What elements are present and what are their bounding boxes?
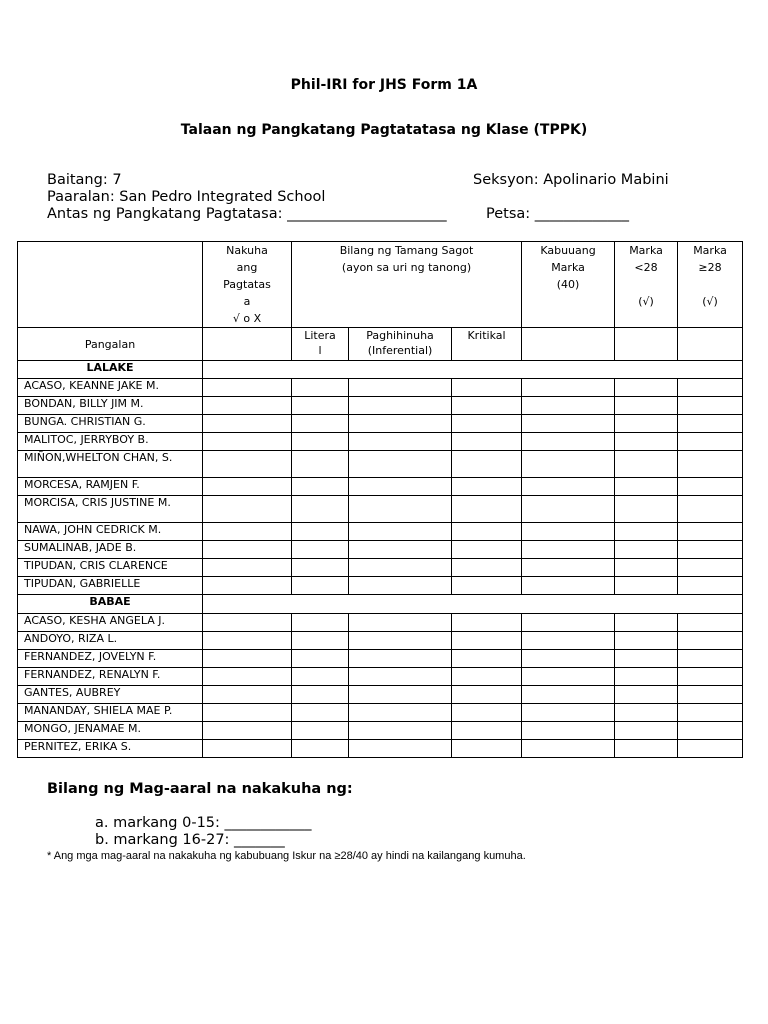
score-cell[interactable]: [292, 668, 349, 686]
student-name: PERNITEZ, ERIKA S.: [18, 740, 203, 758]
score-cell[interactable]: [615, 541, 678, 559]
score-cell[interactable]: [292, 379, 349, 397]
table-row: [18, 415, 743, 433]
score-cell[interactable]: [292, 523, 349, 541]
student-name: SUMALINAB, JADE B.: [18, 541, 203, 559]
student-name: GANTES, AUBREY: [18, 686, 203, 704]
score-cell[interactable]: [203, 614, 292, 632]
section-blank-cell: [203, 595, 743, 614]
score-cell[interactable]: [203, 722, 292, 740]
table-row: [18, 632, 743, 650]
class-assessment-table: [17, 241, 743, 758]
score-cell[interactable]: [522, 397, 615, 415]
score-cell[interactable]: [292, 541, 349, 559]
score-cell[interactable]: [678, 496, 743, 523]
score-cell[interactable]: [203, 496, 292, 523]
score-cell[interactable]: [615, 614, 678, 632]
score-cell[interactable]: [349, 496, 452, 523]
score-cell[interactable]: [678, 397, 743, 415]
score-cell[interactable]: [452, 397, 522, 415]
score-cell[interactable]: [452, 632, 522, 650]
score-cell[interactable]: [522, 379, 615, 397]
score-cell[interactable]: [452, 433, 522, 451]
table-row: [18, 722, 743, 740]
score-cell[interactable]: [522, 559, 615, 577]
score-cell[interactable]: [615, 523, 678, 541]
section-lalake: LALAKE: [18, 361, 203, 379]
table-row: [18, 614, 743, 632]
score-cell[interactable]: [203, 650, 292, 668]
table-row: [18, 740, 743, 758]
score-cell[interactable]: [292, 559, 349, 577]
score-cell[interactable]: [452, 704, 522, 722]
table-row: [18, 433, 743, 451]
score-cell[interactable]: [292, 451, 349, 478]
score-cell[interactable]: [678, 541, 743, 559]
score-cell[interactable]: [452, 722, 522, 740]
score-cell[interactable]: [292, 415, 349, 433]
blank-header-cell: [522, 328, 615, 361]
score-cell[interactable]: [292, 704, 349, 722]
score-cell[interactable]: [349, 577, 452, 595]
student-name: BONDAN, BILLY JIM M.: [18, 397, 203, 415]
blank-header-cell: [678, 328, 743, 361]
student-name: NAWA, JOHN CEDRICK M.: [18, 523, 203, 541]
score-cell[interactable]: [615, 478, 678, 496]
score-cell[interactable]: [349, 433, 452, 451]
score-cell[interactable]: [678, 740, 743, 758]
score-cell[interactable]: [203, 397, 292, 415]
score-cell[interactable]: [203, 686, 292, 704]
score-cell[interactable]: [203, 740, 292, 758]
student-name: FERNANDEZ, RENALYN F.: [18, 668, 203, 686]
score-cell[interactable]: [452, 668, 522, 686]
score-cell[interactable]: [292, 686, 349, 704]
score-cell[interactable]: [678, 451, 743, 478]
score-cell[interactable]: [349, 614, 452, 632]
table-row: [18, 541, 743, 559]
student-name: TIPUDAN, CRIS CLARENCE: [18, 559, 203, 577]
score-cell[interactable]: [678, 722, 743, 740]
score-cell[interactable]: [292, 722, 349, 740]
score-cell[interactable]: [522, 632, 615, 650]
score-cell[interactable]: [615, 704, 678, 722]
score-cell[interactable]: [349, 632, 452, 650]
header-bilang-tamang-sagot: Bilang ng Tamang Sagot (ayon sa uri ng tanong): [292, 242, 522, 328]
score-cell[interactable]: [615, 577, 678, 595]
section-blank-cell: [203, 361, 743, 379]
score-cell[interactable]: [615, 650, 678, 668]
score-cell[interactable]: [678, 433, 743, 451]
score-cell[interactable]: [678, 478, 743, 496]
seksyon-field: Seksyon: Apolinario Mabini: [473, 172, 669, 188]
score-cell[interactable]: [292, 740, 349, 758]
score-cell[interactable]: [678, 614, 743, 632]
score-cell[interactable]: [615, 379, 678, 397]
score-cell[interactable]: [452, 451, 522, 478]
score-cell[interactable]: [292, 577, 349, 595]
score-cell[interactable]: [349, 686, 452, 704]
blank-header-cell: [203, 328, 292, 361]
blank-header-cell: [18, 242, 203, 328]
student-name: FERNANDEZ, JOVELYN F.: [18, 650, 203, 668]
student-name: MIÑON,WHELTON CHAN, S.: [18, 451, 203, 478]
score-cell[interactable]: [203, 668, 292, 686]
score-cell[interactable]: [203, 451, 292, 478]
score-cell[interactable]: [203, 415, 292, 433]
header-nakuha: Nakuha ang Pagtatas a √ o X: [203, 242, 292, 328]
table-row: [18, 379, 743, 397]
score-cell[interactable]: [349, 478, 452, 496]
score-cell[interactable]: [203, 632, 292, 650]
score-cell[interactable]: [615, 415, 678, 433]
score-cell[interactable]: [203, 523, 292, 541]
score-cell[interactable]: [615, 559, 678, 577]
score-cell[interactable]: [349, 415, 452, 433]
student-name: MONGO, JENAMAE M.: [18, 722, 203, 740]
score-cell[interactable]: [349, 740, 452, 758]
score-cell[interactable]: [452, 650, 522, 668]
score-cell[interactable]: [522, 415, 615, 433]
score-cell[interactable]: [678, 650, 743, 668]
score-cell[interactable]: [522, 614, 615, 632]
student-name: MORCESA, RAMJEN F.: [18, 478, 203, 496]
student-name: MORCISA, CRIS JUSTINE M.: [18, 496, 203, 523]
section-babae: BABAE: [18, 595, 203, 614]
score-cell[interactable]: [292, 397, 349, 415]
score-cell[interactable]: [292, 650, 349, 668]
header-kabuuang-marka: Kabuuang Marka (40): [522, 242, 615, 328]
score-cell[interactable]: [615, 632, 678, 650]
score-cell[interactable]: [452, 577, 522, 595]
score-cell[interactable]: [522, 650, 615, 668]
score-cell[interactable]: [349, 722, 452, 740]
score-cell[interactable]: [452, 559, 522, 577]
score-cell[interactable]: [452, 614, 522, 632]
score-cell[interactable]: [349, 650, 452, 668]
student-name: BUNGA. CHRISTIAN G.: [18, 415, 203, 433]
score-cell[interactable]: [678, 686, 743, 704]
score-cell[interactable]: [522, 577, 615, 595]
score-cell[interactable]: [203, 541, 292, 559]
score-cell[interactable]: [615, 740, 678, 758]
table-row: [18, 577, 743, 595]
score-cell[interactable]: [452, 478, 522, 496]
score-cell[interactable]: [203, 379, 292, 397]
score-cell[interactable]: [452, 496, 522, 523]
student-name: MANANDAY, SHIELA MAE P.: [18, 704, 203, 722]
score-cell[interactable]: [522, 704, 615, 722]
score-cell[interactable]: [615, 496, 678, 523]
score-cell[interactable]: [615, 433, 678, 451]
student-name: ACASO, KESHA ANGELA J.: [18, 614, 203, 632]
table-row: [18, 650, 743, 668]
table-row: [18, 686, 743, 704]
score-cell[interactable]: [292, 496, 349, 523]
table-row: [18, 397, 743, 415]
score-cell[interactable]: [452, 415, 522, 433]
score-cell[interactable]: [452, 379, 522, 397]
score-cell[interactable]: [292, 478, 349, 496]
score-cell[interactable]: [678, 379, 743, 397]
score-cell[interactable]: [678, 577, 743, 595]
score-cell[interactable]: [615, 668, 678, 686]
header-pangalan: Pangalan: [18, 328, 203, 361]
table-row: [18, 451, 743, 478]
table-row: [18, 559, 743, 577]
score-cell[interactable]: [678, 523, 743, 541]
student-name: ACASO, KEANNE JAKE M.: [18, 379, 203, 397]
form-title: Phil-IRI for JHS Form 1A: [290, 77, 478, 93]
score-cell[interactable]: [522, 668, 615, 686]
score-cell[interactable]: [349, 668, 452, 686]
score-cell[interactable]: [203, 433, 292, 451]
header-marka-below-28: Marka <28 (√): [615, 242, 678, 328]
paaralan-field: Paaralan: San Pedro Integrated School: [47, 189, 326, 205]
table-row: [18, 478, 743, 496]
score-cell[interactable]: [522, 433, 615, 451]
score-cell[interactable]: [678, 632, 743, 650]
table-row: [18, 668, 743, 686]
score-cell[interactable]: [615, 722, 678, 740]
score-cell[interactable]: [522, 722, 615, 740]
student-name: ANDOYO, RIZA L.: [18, 632, 203, 650]
score-cell[interactable]: [452, 740, 522, 758]
score-cell[interactable]: [615, 451, 678, 478]
antas-field: Antas ng Pangkatang Pagtatasa: ______________________: [47, 206, 447, 222]
score-cell[interactable]: [349, 397, 452, 415]
score-cell[interactable]: [452, 686, 522, 704]
student-name: TIPUDAN, GABRIELLE: [18, 577, 203, 595]
score-cell[interactable]: [349, 559, 452, 577]
score-cell[interactable]: [522, 496, 615, 523]
score-cell[interactable]: [203, 478, 292, 496]
table-row: [18, 496, 743, 523]
baitang-field: Baitang: 7: [47, 172, 122, 188]
petsa-field: Petsa: _____________: [486, 206, 630, 222]
table-row: [18, 523, 743, 541]
score-cell[interactable]: [522, 451, 615, 478]
score-cell[interactable]: [522, 686, 615, 704]
score-cell[interactable]: [292, 433, 349, 451]
score-cell[interactable]: [678, 559, 743, 577]
score-cell[interactable]: [678, 415, 743, 433]
score-cell[interactable]: [203, 577, 292, 595]
table-row: [18, 704, 743, 722]
score-cell[interactable]: [615, 686, 678, 704]
score-cell[interactable]: [678, 704, 743, 722]
header-marka-28-above: Marka ≥28 (√): [678, 242, 743, 328]
header-kritikal: Kritikal: [452, 328, 522, 361]
summary-item-b: b. markang 16-27: _______: [95, 832, 285, 848]
score-cell[interactable]: [349, 541, 452, 559]
footnote: * Ang mga mag-aaral na nakakuha ng kabubuang Iskur na ≥28/40 ay hindi na kailangang kumuha.: [47, 850, 526, 862]
score-cell[interactable]: [292, 614, 349, 632]
score-cell[interactable]: [203, 704, 292, 722]
score-cell[interactable]: [349, 451, 452, 478]
score-cell[interactable]: [678, 668, 743, 686]
score-cell[interactable]: [292, 632, 349, 650]
score-cell[interactable]: [203, 559, 292, 577]
score-cell[interactable]: [349, 379, 452, 397]
score-cell[interactable]: [349, 704, 452, 722]
student-name: MALITOC, JERRYBOY B.: [18, 433, 203, 451]
score-cell[interactable]: [615, 397, 678, 415]
score-cell[interactable]: [349, 523, 452, 541]
score-cell[interactable]: [452, 541, 522, 559]
form-subtitle: Talaan ng Pangkatang Pagtatatasa ng Klase (TPPK): [180, 122, 588, 138]
score-cell[interactable]: [522, 523, 615, 541]
summary-list: [95, 815, 312, 849]
header-inferential: Paghihinuha (Inferential): [349, 328, 452, 361]
summary-item-a: a. markang 0-15: ____________: [95, 815, 312, 831]
score-cell[interactable]: [522, 541, 615, 559]
blank-header-cell: [615, 328, 678, 361]
score-cell[interactable]: [522, 740, 615, 758]
score-cell[interactable]: [522, 478, 615, 496]
score-cell[interactable]: [452, 523, 522, 541]
header-literal: Litera l: [292, 328, 349, 361]
summary-heading: Bilang ng Mag-aaral na nakakuha ng:: [47, 781, 353, 797]
